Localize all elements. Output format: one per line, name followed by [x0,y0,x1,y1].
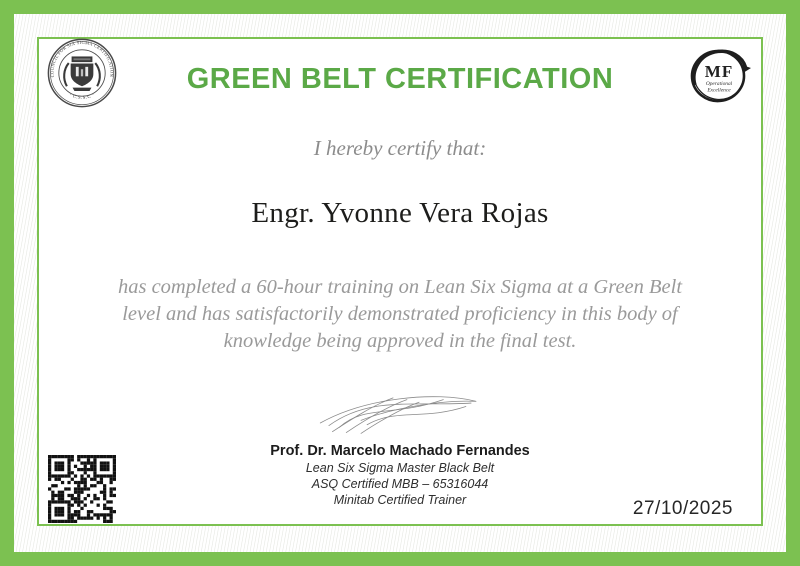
certificate-body-text: has completed a 60-hour training on Lean Six Sigma at a Green Belt level and has satisfactorily demonstrated proficiency in this body of knowledge being approved in the final test. [117,276,683,352]
svg-text:· C.S.S.C · [68,93,96,101]
council-six-sigma-seal-icon [47,38,117,108]
signer-name: Prof. Dr. Marcelo Machado Fernandes [270,443,530,460]
logo-initials: MF [704,62,734,81]
mf-operational-excellence-logo-icon [685,41,755,111]
signer-credential-1: Lean Six Sigma Master Black Belt [305,461,495,476]
signer-credential-2: ASQ Certified MBB – 65316044 [311,477,489,492]
logo-tagline-line2: Excellence [707,87,731,94]
certify-line: I hereby certify that: [313,136,487,161]
qr-code-icon [48,455,116,523]
seal-top-text: COUNCIL FOR SIX SIGMA CERTIFICATION [49,39,115,78]
certificate-title: GREEN BELT CERTIFICATION [186,63,614,95]
issue-date: 27/10/2025 [632,498,733,519]
logo-tagline-line1: Operational [705,81,733,87]
seal-bottom-text: · C.S.S.C · [68,92,96,101]
signer-credential-3: Minitab Certified Trainer [333,493,467,508]
certificate-inner-frame [37,37,763,526]
signature-icon [305,384,495,436]
recipient-name: Engr. Yvonne Vera Rojas [251,197,549,230]
seal-crest-icon [64,56,100,91]
